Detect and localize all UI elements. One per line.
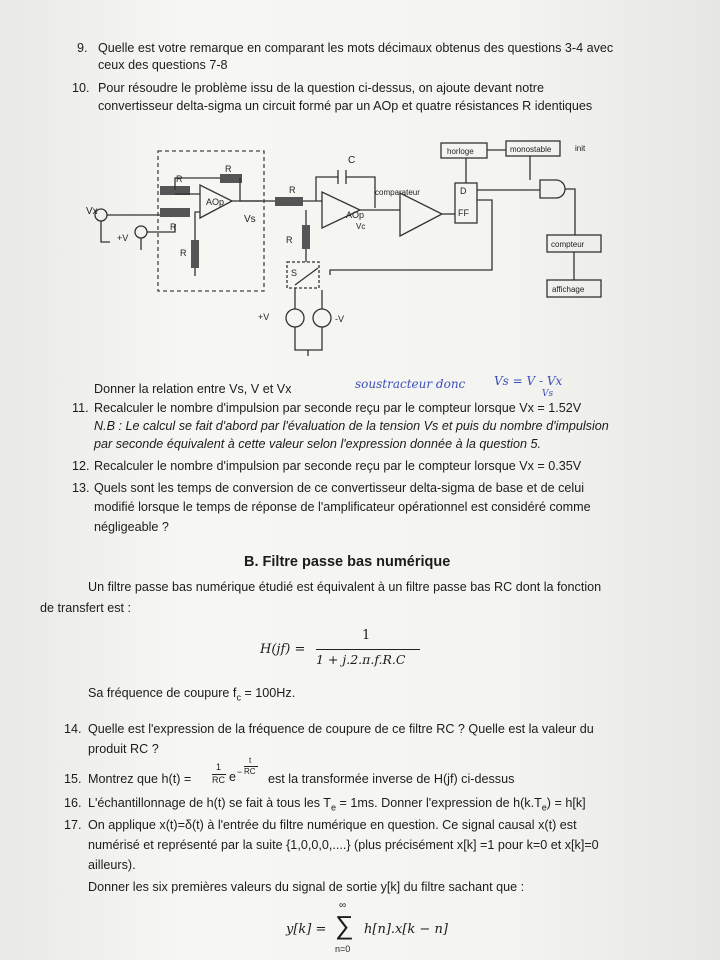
- h-denominator: 1 + j.2.π.f.R.C: [316, 652, 406, 667]
- label-r1: R: [176, 174, 183, 184]
- q14-line2: produit RC ?: [88, 742, 159, 756]
- sum-bottom: n=0: [335, 944, 351, 954]
- label-r6: R: [286, 235, 293, 245]
- q17-line1: On applique x(t)=δ(t) à l'entrée du filtre numérique en question. Ce signal causal x(t) est: [88, 818, 577, 832]
- q9-number: 9.: [77, 41, 88, 55]
- label-compteur: compteur: [551, 240, 585, 249]
- q10-line1: Pour résoudre le problème issu de la question ci-dessus, on ajoute devant notre: [98, 81, 544, 95]
- q13-number: 13.: [72, 481, 90, 495]
- q10-number: 10.: [72, 81, 90, 95]
- label-aop1: AOp: [206, 197, 225, 207]
- label-vs: Vs: [244, 214, 256, 225]
- q15-pre: Montrez que h(t) =: [88, 772, 192, 786]
- q11-line1: Recalculer le nombre d'impulsion par seconde reçu par le compteur lorsque Vx = 1.52V: [94, 401, 582, 415]
- label-ff: FF: [458, 208, 469, 218]
- circuit-diagram: [80, 130, 620, 370]
- sum-top: ∞: [339, 900, 347, 911]
- label-c: C: [348, 155, 356, 166]
- label-plusv2: +V: [258, 312, 270, 322]
- label-r5: R: [289, 185, 296, 195]
- handwritten-note-3: Vs: [542, 389, 554, 399]
- cutoff-text: Sa fréquence de coupure $f_c = 100Hz$.: [88, 686, 296, 703]
- q15-post: est la transformée inverse de H(jf) ci-dessus: [268, 772, 515, 786]
- label-monostable: monostable: [510, 145, 552, 154]
- label-affichage: affichage: [552, 285, 585, 294]
- convolution-formula: [286, 900, 486, 958]
- q15-number: 15.: [64, 772, 82, 786]
- q11-nb-line1: N.B : Le calcul se fait d'abord par l'évaluation de la tension Vs et puis du nombre d'impulsion: [94, 419, 609, 433]
- label-comparateur: comparateur: [375, 188, 420, 197]
- label-r4: R: [180, 248, 187, 258]
- q16-line1: L'échantillonnage de h(t) se fait à tous les $T_e = 1ms$. Donner l'expression de $h(k.T_e) = h[k]$: [88, 796, 586, 813]
- q13-line2: modifié lorsque le temps de réponse de l'amplificateur opérationnel est considéré comme: [94, 500, 591, 514]
- q12-number: 12.: [72, 459, 90, 473]
- label-horloge: horloge: [447, 147, 474, 156]
- q17-line4: Donner les six premières valeurs du signal de sortie y[k] du filtre sachant que :: [88, 880, 525, 894]
- label-vx: Vx: [86, 206, 98, 217]
- sum-sign: ∑: [335, 910, 354, 940]
- q11-nb-line2: par seconde équivalent à cette valeur selon l'expression donnée à la question 5.: [94, 437, 541, 451]
- q9-line1: Quelle est votre remarque en comparant les mots décimaux obtenus des questions 3-4 avec: [98, 41, 614, 55]
- label-d: D: [460, 186, 467, 196]
- q16-number: 16.: [64, 796, 82, 810]
- label-vc: Vc: [356, 222, 366, 231]
- q14-number: 14.: [64, 722, 82, 736]
- label-s: S: [291, 268, 298, 278]
- transfer-function-formula: [260, 628, 460, 678]
- label-plusv: +V: [117, 233, 129, 243]
- q12-line1: Recalculer le nombre d'impulsion par seconde reçu par le compteur lorsque Vx = 0.35V: [94, 459, 582, 473]
- q17-line2: numérisé et représenté par la suite {1,0,0,0,....} (plus précisément x[k] =1 pour k=0 et x[k]=0: [88, 838, 599, 852]
- q10-line2: convertisseur delta-sigma un circuit formé par un AOp et quatre résistances R identiques: [98, 99, 593, 113]
- y-rhs: h[n].x[k − n]: [364, 922, 448, 937]
- impulse-response-formula: 1 RC e − t RC: [212, 762, 270, 792]
- q17-line3: ailleurs).: [88, 858, 136, 872]
- h-numerator: 1: [362, 628, 371, 643]
- label-minusv: -V: [335, 314, 344, 324]
- section-b-intro2: de transfert est :: [40, 601, 131, 615]
- section-b-intro1: Un filtre passe bas numérique étudié est équivalent à un filtre passe bas RC dont la fonction: [88, 580, 602, 594]
- label-r2: R: [225, 164, 232, 174]
- section-b-title: B. Filtre passe bas numérique: [244, 554, 451, 570]
- q13-line1: Quels sont les temps de conversion de ce convertisseur delta-sigma de base et de celui: [94, 481, 585, 495]
- q11-number: 11.: [72, 401, 89, 415]
- handwritten-note-2: Vs = V - Vx: [494, 374, 563, 388]
- h-lhs: H(jf) =: [260, 642, 306, 657]
- label-aop2: AOp: [346, 210, 365, 220]
- label-r3: R: [170, 222, 177, 232]
- relation-question: Donner la relation entre Vs, V et Vx: [94, 382, 292, 396]
- label-init: init: [575, 144, 586, 153]
- q13-line3: négligeable ?: [94, 520, 169, 534]
- handwritten-note-1: soustracteur donc: [355, 377, 466, 391]
- q17-number: 17.: [64, 818, 82, 832]
- y-lhs: y[k] =: [286, 922, 327, 937]
- q9-line2: ceux des questions 7-8: [98, 58, 228, 72]
- q14-line1: Quelle est l'expression de la fréquence de coupure de ce filtre RC ? Quelle est la valeur du: [88, 722, 594, 736]
